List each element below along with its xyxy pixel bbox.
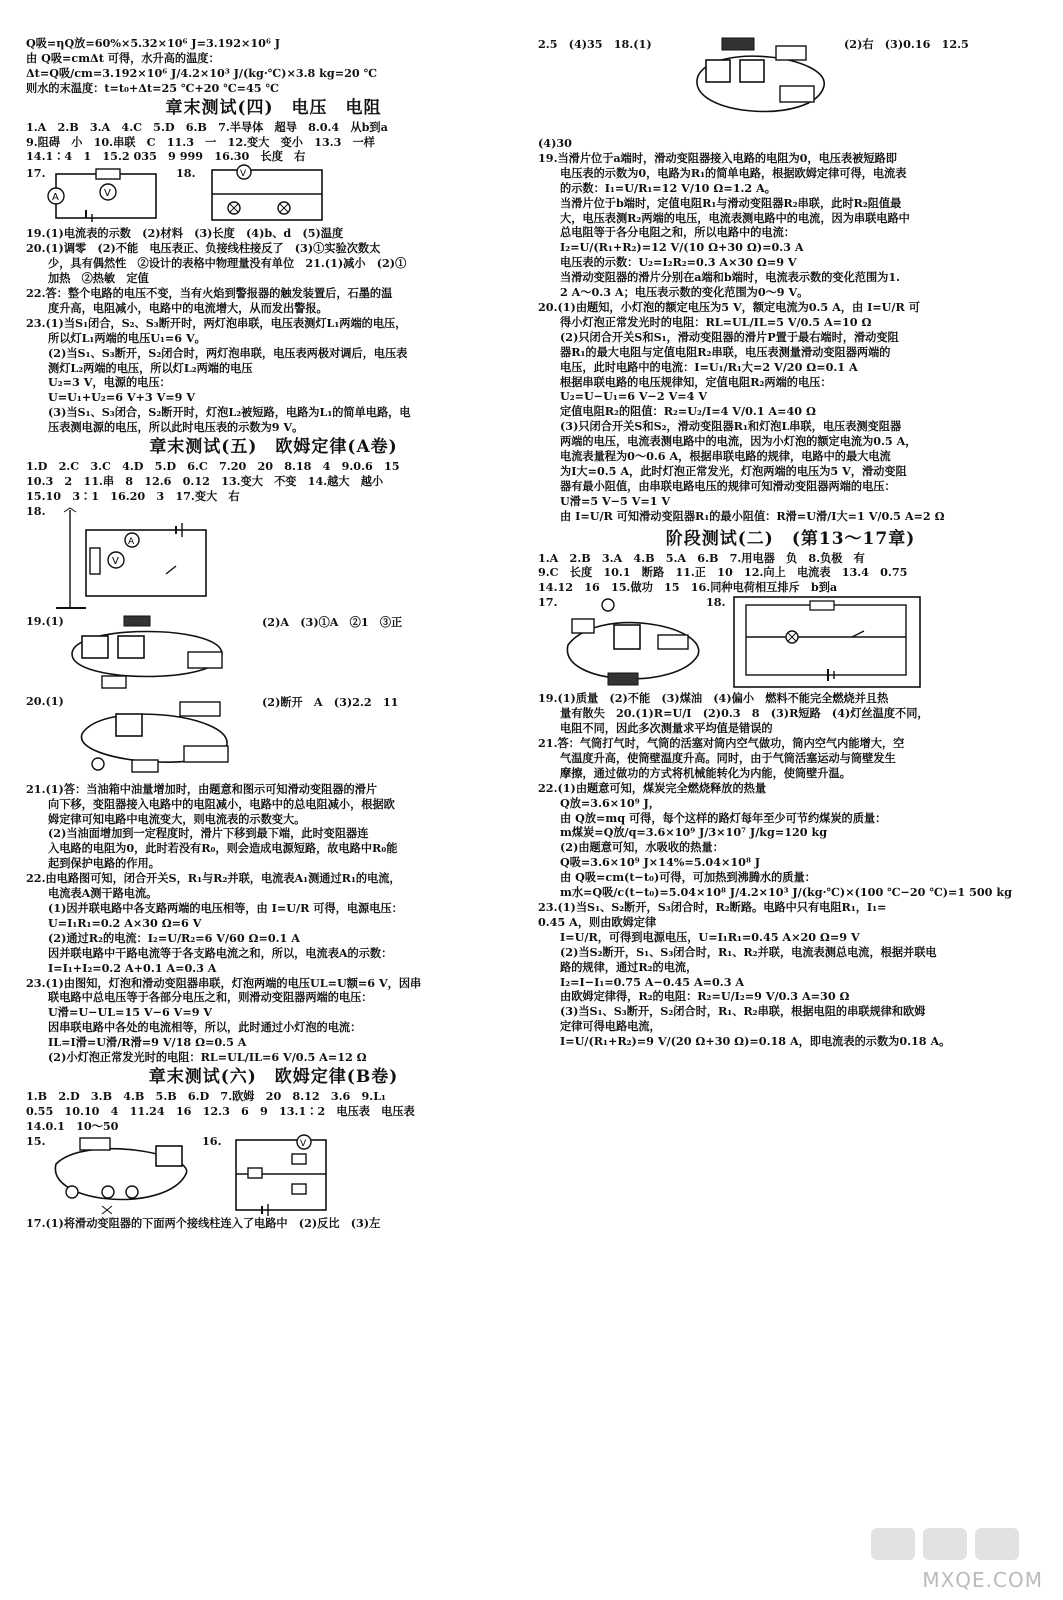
left-column bbox=[26, 36, 521, 1231]
right-answers-part1 bbox=[538, 151, 1043, 524]
right-answer-line: 电压表的示数为0，电路为R₁的简单电路，根据欧姆定律可得，电流表 bbox=[560, 165, 907, 180]
right-answer-line: I₂=I−I₁=0.75 A−0.45 A=0.3 A bbox=[560, 974, 745, 989]
right-answer-line: 路的规律，通过R₂的电流， bbox=[560, 959, 698, 974]
ch4-answer-line: 度升高，电阻减小，电路中的电流增大，从而发出警报。 bbox=[48, 300, 328, 315]
stage-answer-line: 14.12 16 15.做功 15 16.同种电荷相互排斥 b到a bbox=[538, 580, 838, 595]
right-answer-line: U₂=U−U₁=6 V−2 V=4 V bbox=[560, 389, 708, 404]
right-top-text-c: (4)30 bbox=[538, 136, 572, 150]
ch6-answer-line: 1.B 2.D 3.B 4.B 5.B 6.D 7.欧姆 20 8.12 3.6 9.L₁ bbox=[26, 1088, 386, 1103]
ch4-answer-line: 加热 ②热敏 定值 bbox=[48, 271, 149, 286]
fig-label-18: 18. bbox=[176, 166, 196, 181]
circuit-diagram-stage-18 bbox=[732, 595, 932, 691]
right-column bbox=[538, 36, 1043, 1049]
ch5-answer-line: 电流表A测干路电流。 bbox=[48, 886, 158, 901]
ch5-answer-line: (1)因并联电路中各支路两端的电压相等，由 I=U/R 可得，电源电压： bbox=[48, 901, 403, 915]
right-answer-line: 由 I=U/R 可知滑动变阻器R₁的最小阻值：R滑=U滑/I大=1 V/0.5 A=2 Ω bbox=[560, 508, 945, 523]
fig-label-ch6-16: 16. bbox=[202, 1133, 222, 1148]
right-answer-line: (2)只闭合开关S和S₁，滑动变阻器的滑片P置于最右端时，滑动变阻 bbox=[560, 329, 899, 344]
right-answer-line: m煤炭=Q放/q=3.6×10⁹ J/3×10⁷ J/kg=120 kg bbox=[560, 825, 828, 840]
ch4-answer-line: 9.阻碍 小 10.串联 C 11.3 一 12.变大 变小 13.3 一样 bbox=[26, 134, 375, 149]
section-title-chapter5: 章末测试(五) 欧姆定律(A卷) bbox=[149, 437, 398, 458]
ch5-answer-line: 联电路中总电压等于各部分电压之和，则滑动变阻器两端的电压： bbox=[48, 990, 373, 1005]
ch4-answer-line: (3)当S₁、S₃闭合，S₂断开时，灯泡L₂被短路，电路为L₁的简单电路，电 bbox=[48, 405, 411, 420]
heat-calc-line: 则水的末温度：t=t₀+Δt=25 ℃+20 ℃=45 ℃ bbox=[26, 80, 279, 95]
right-answer-line: (2)当S₂断开，S₁、S₃闭合时，R₁、R₂并联，电流表测总电流，根据并联电 bbox=[560, 944, 937, 959]
stage-test-answers bbox=[538, 551, 1043, 596]
svg-text:A: A bbox=[52, 192, 59, 204]
stage-answer-line: 1.A 2.B 3.A 4.B 5.A 6.B 7.用电器 负 8.负极 有 bbox=[538, 550, 865, 565]
right-answer-line: 当滑动变阻器的滑片分别在a端和b端时，电流表示数的变化范围为1. bbox=[560, 270, 901, 285]
fig-label-ch5-19: 19.(1) bbox=[26, 613, 64, 628]
ch4-answer-line: 1.A 2.B 3.A 4.C 5.D 6.B 7.半导体 超导 8.0.4 从b到a bbox=[26, 119, 388, 134]
svg-text:V: V bbox=[240, 169, 247, 180]
right-answer-line: 气温度升高，使筒壁温度升高。同时，由于气筒活塞运动与筒壁发生 bbox=[560, 750, 896, 765]
ch4-answer-line: 19.(1)电流表的示数 (2)材料 (3)长度 (4)b、d (5)温度 bbox=[26, 226, 344, 241]
right-answer-line: 22.(1)由题意可知，煤炭完全燃烧释放的热量 bbox=[538, 780, 767, 795]
ch6-answer-line: 14.0.1 10～50 bbox=[26, 1118, 119, 1133]
right-answer-line: 得小灯泡正常发光时的电阻：RL=UL/IL=5 V/0.5 A=10 Ω bbox=[560, 314, 872, 329]
fig-label-ch5-18: 18. bbox=[26, 503, 46, 518]
ch4-answer-line: 22.答：整个电路的电压不变，当有火焰到警报器的触发装置后，石墨的温 bbox=[26, 285, 393, 300]
chapter5-figure-20 bbox=[26, 694, 521, 782]
right-answer-line: 0.45 A，则由欧姆定律 bbox=[538, 914, 657, 929]
ch5-answer-line: IL=I滑=U滑/R滑=9 V/18 Ω=0.5 A bbox=[48, 1035, 247, 1050]
ch5-answer-line: 1.D 2.C 3.C 4.D 5.D 6.C 7.20 20 8.18 4 9.0.6 15 bbox=[26, 459, 400, 474]
ch4-answer-line: U₂=3 V，电源的电压： bbox=[48, 375, 171, 390]
heat-calc-line: 由 Q吸=cmΔt 可得，水升高的温度： bbox=[26, 50, 220, 65]
section-title-chapter4: 章末测试(四) 电压 电阻 bbox=[165, 97, 382, 118]
right-answer-line: 电阻不同，因此多次测量求平均值是错误的 bbox=[560, 721, 773, 736]
ch5-20-answers: (2)断开 A (3)2.2 11 bbox=[262, 694, 399, 709]
right-answer-line: (3)只闭合开关S和S₂，滑动变阻器R₁和灯泡L串联，电压表测变阻器 bbox=[560, 419, 902, 434]
ch4-answer-line: U=U₁+U₂=6 V+3 V=9 V bbox=[48, 390, 196, 405]
circuit-photo-ch6-15 bbox=[46, 1134, 196, 1216]
left-top-lines bbox=[26, 36, 521, 96]
chapter5-figure-18 bbox=[26, 504, 521, 614]
section-title-chapter6: 章末测试(六) 欧姆定律(B卷) bbox=[148, 1066, 399, 1087]
right-answers-part2 bbox=[538, 691, 1043, 1049]
ch5-answer-line: 起到保护电路的作用。 bbox=[48, 856, 160, 871]
right-answer-line: 电流表量程为0～0.6 A，根据串联电路的规律，电路中的最大电流 bbox=[560, 449, 891, 464]
right-answer-line: 20.(1)由题知，小灯泡的额定电压为5 V，额定电流为0.5 A，由 I=U/R 可 bbox=[538, 299, 920, 314]
circuit-diagram-17 bbox=[26, 164, 166, 226]
right-answer-line: U滑=5 V−5 V=1 V bbox=[560, 493, 671, 508]
svg-text:V: V bbox=[300, 1138, 307, 1149]
right-answer-line: 23.(1)当S₁、S₂断开，S₃闭合时，R₂断路。电路中只有电阻R₁，I₁= bbox=[538, 899, 887, 914]
ch5-19-answers: (2)A (3)①A ②1 ③正 bbox=[262, 614, 403, 629]
right-answer-line: 大，电压表测R₂两端的电压，电流表测电路中的电流，因为串联电路中 bbox=[560, 210, 910, 225]
chapter5-answers-continued bbox=[26, 782, 521, 1065]
ch5-answer-line: 22.由电路图可知，闭合开关S，R₁与R₂并联，电流表A₁测通过R₁的电流， bbox=[26, 871, 401, 886]
fig-label-ch6-15: 15. bbox=[26, 1133, 46, 1148]
chapter5-figure-19 bbox=[26, 614, 521, 694]
right-top-text-b: (2)右 (3)0.16 12.5 bbox=[844, 37, 969, 51]
right-answer-line: 总电阻等于各分电阻之和，所以电路中的电流： bbox=[560, 225, 795, 240]
right-answer-line: Q放=3.6×10⁹ J， bbox=[560, 795, 660, 810]
ch4-answer-line: 测灯L₂两端的电压，所以灯L₂两端的电压 bbox=[48, 360, 253, 375]
circuit-diagram-18 bbox=[204, 164, 334, 226]
circuit-diagram-ch5-18 bbox=[26, 504, 226, 614]
right-top-text-a: 2.5 (4)35 18.(1) bbox=[538, 37, 652, 51]
right-answer-line: 当滑片位于b端时，定值电阻R₁与滑动变阻器R₂串联，此时R₂阻值最 bbox=[560, 195, 902, 210]
circuit-photo-stage-17 bbox=[558, 595, 708, 691]
right-answer-line: 器有最小阻值，由串联电路电压的规律可知滑动变阻器两端的电压： bbox=[560, 478, 896, 493]
right-answer-line: 的示数：I₁=U/R₁=12 V/10 Ω=1.2 A。 bbox=[560, 180, 776, 195]
ch5-answer-line: 15.10 3∶1 16.20 3 17.变大 右 bbox=[26, 488, 240, 503]
chapter4-answers-continued bbox=[26, 226, 521, 435]
ch5-answer-line: 10.3 2 11.串 8 12.6 0.12 13.变大 不变 14.越大 越小 bbox=[26, 473, 384, 488]
circuit-diagram-ch6-16 bbox=[226, 1134, 336, 1216]
ch5-answer-line: U=I₁R₁=0.2 A×30 Ω=6 V bbox=[48, 915, 202, 930]
ch5-answer-line: U滑=U−UL=15 V−6 V=9 V bbox=[48, 1005, 213, 1020]
right-answer-line: 两端的电压，电流表测电路中的电流，因为小灯泡的额定电流为0.5 A， bbox=[560, 434, 917, 449]
right-answer-line: 器R₁的最大电阻与定值电阻R₂串联，电压表测量滑动变阻器两端的 bbox=[560, 344, 891, 359]
right-answer-line: 2 A～0.3 A；电压表示数的变化范围为0～9 V。 bbox=[560, 285, 809, 300]
ch4-answer-line: 所以灯L₁两端的电压U₁=6 V。 bbox=[48, 330, 206, 345]
right-answer-line: 根据串联电路的电压规律知，定值电阻R₂两端的电压： bbox=[560, 374, 832, 389]
ch5-answer-line: (2)通过R₂的电流：I₂=U/R₂=6 V/60 Ω=0.1 A bbox=[48, 930, 300, 945]
watermark-text: MXQE.COM bbox=[922, 1568, 1043, 1592]
stage-answer-line: 9.C 长度 10.1 断路 11.正 10 12.向上 电流表 13.4 0.75 bbox=[538, 565, 908, 580]
ch5-answer-line: 入电路的电阻为0，此时若没有R₀，则会造成电源短路，故电路中R₀能 bbox=[48, 841, 398, 856]
right-answer-line: 由欧姆定律得，R₂的电阻：R₂=U/I₂=9 V/0.3 A=30 Ω bbox=[560, 989, 850, 1004]
right-answer-line: I=U/(R₁+R₂)=9 V/(20 Ω+30 Ω)=0.18 A，即电流表的示数为0.18 A。 bbox=[560, 1034, 951, 1049]
ch4-answer-line: 14.1∶4 1 15.2 035 9 999 16.30 长度 右 bbox=[26, 149, 306, 164]
right-answer-line: I₂=U/(R₁+R₂)=12 V/(10 Ω+30 Ω)=0.3 A bbox=[560, 240, 804, 255]
right-top-figure bbox=[538, 36, 1043, 136]
chapter6-answers bbox=[26, 1089, 521, 1134]
fig-label-stage-17: 17. bbox=[538, 595, 558, 610]
chapter4-answers bbox=[26, 120, 521, 165]
chapter6-figures bbox=[26, 1134, 521, 1216]
fig-label-stage-18: 18. bbox=[706, 595, 726, 610]
ch4-answer-line: 23.(1)当S₁闭合，S₂、S₃断开时，两灯泡串联，电压表测灯L₁两端的电压， bbox=[26, 315, 407, 330]
chapter4-figures bbox=[26, 164, 521, 226]
right-answer-line: 定值电阻R₂的阻值：R₂=U₂/I=4 V/0.1 A=40 Ω bbox=[560, 404, 816, 419]
circuit-photo-ch5-20 bbox=[62, 694, 237, 782]
stage-test-figures bbox=[538, 595, 1043, 691]
ch5-answer-line: 姆定律可知电路中电流变大，则电流表的示数变大。 bbox=[48, 811, 306, 826]
ch4-answer-line: (2)当S₁、S₃断开，S₂闭合时，两灯泡串联，电压表两极对调后，电压表 bbox=[48, 345, 408, 360]
fig-label-ch5-20: 20.(1) bbox=[26, 693, 64, 708]
section-title-stage-test2: 阶段测试(二) (第13～17章) bbox=[665, 528, 916, 549]
right-answer-line: 19.当滑片位于a端时，滑动变阻器接入电路的电阻为0，电压表被短路即 bbox=[538, 150, 897, 165]
fig-label-17: 17. bbox=[26, 166, 46, 181]
svg-text:A: A bbox=[128, 536, 135, 547]
right-answer-line: 电压表的示数：U₂=I₂R₂=0.3 A×30 Ω=9 V bbox=[560, 255, 797, 270]
heat-calc-line: Q吸=ηQ放=60%×5.32×10⁶ J=3.192×10⁶ J bbox=[26, 36, 281, 50]
chapter6-q17-line: 17.(1)将滑动变阻器的下面两个接线柱连入了电路中 (2)反比 (3)左 bbox=[26, 1215, 381, 1230]
ch5-answer-line: I=I₁+I₂=0.2 A+0.1 A=0.3 A bbox=[48, 960, 217, 975]
right-answer-line: 由 Q放=mq 可得，每个这样的路灯每年至少可节约煤炭的质量： bbox=[560, 810, 887, 825]
ch5-answer-line: 23.(1)由图知，灯泡和滑动变阻器串联，灯泡两端的电压UL=U额=6 V，因串 bbox=[26, 975, 422, 990]
right-answer-line: 电压，此时电路中的电流：I=U₁/R₁大=2 V/20 Ω=0.1 A bbox=[560, 359, 858, 374]
ch5-answer-line: 因串联电路中各处的电流相等，所以，此时通过小灯泡的电流： bbox=[48, 1020, 362, 1035]
right-answer-line: 摩擦，通过做功的方式将机械能转化为内能，使筒壁升温。 bbox=[560, 765, 851, 780]
ch5-answer-line: (2)当油面增加到一定程度时，滑片下移到最下端，此时变阻器连 bbox=[48, 826, 369, 841]
right-answer-line: 量有散失 20.(1)R=U/I (2)0.3 8 (3)R短路 (4)灯丝温度不同， bbox=[560, 706, 929, 721]
ch4-answer-line: 压表测电源的电压，所以此时电压表的示数为9 V。 bbox=[48, 420, 304, 435]
right-answer-line: 19.(1)质量 (2)不能 (3)煤油 (4)偏小 燃料不能完全燃烧并且热 bbox=[538, 691, 889, 706]
circuit-photo-ch5-19 bbox=[62, 614, 237, 694]
ch5-answer-line: (2)小灯泡正常发光时的电阻：RL=UL/IL=6 V/0.5 A=12 Ω bbox=[48, 1050, 367, 1065]
right-answer-line: 为I大=0.5 A，此时灯泡正常发光，灯泡两端的电压为5 V，滑动变阻 bbox=[560, 463, 907, 478]
ch5-answer-line: 向下移，变阻器接入电路中的电阻减小，电路中的总电阻减小，根据欧 bbox=[48, 796, 395, 811]
ch6-answer-line: 0.55 10.10 4 11.24 16 12.3 6 9 13.1∶2 电压表 电压表 bbox=[26, 1103, 415, 1118]
circuit-photo-right-18 bbox=[684, 36, 834, 136]
right-answer-line: (3)当S₁、S₃断开，S₂闭合时，R₁、R₂串联，根据电阻的串联规律和欧姆 bbox=[560, 1004, 926, 1019]
right-answer-line: m水=Q吸/c(t−t₀)=5.04×10⁸ J/4.2×10³ J/(kg·℃)×(100 ℃−20 ℃)=1 500 kg bbox=[560, 885, 1012, 900]
right-answer-line: I=U/R，可得到电源电压，U=I₁R₁=0.45 A×20 Ω=9 V bbox=[560, 929, 860, 944]
heat-calc-line: Δt=Q吸/cm=3.192×10⁶ J/4.2×10³ J/(kg·℃)×3.8 kg=20 ℃ bbox=[26, 65, 378, 80]
right-answer-line: Q吸=3.6×10⁹ J×14%=5.04×10⁸ J bbox=[560, 855, 761, 870]
right-answer-line: (2)由题意可知，水吸收的热量： bbox=[560, 840, 724, 855]
right-answer-line: 由 Q吸=cm(t−t₀)可得，可加热到沸腾水的质量： bbox=[560, 870, 816, 885]
ch4-answer-line: 少，具有偶然性 ②设计的表格中物理量没有单位 21.(1)减小 (2)① bbox=[48, 256, 407, 271]
right-answer-line: 21.答：气筒打气时，气筒的活塞对筒内空气做功，筒内空气内能增大，空 bbox=[538, 736, 905, 750]
ch5-answer-line: 21.(1)答：当油箱中油量增加时，由题意和图示可知滑动变阻器的滑片 bbox=[26, 781, 378, 796]
svg-text:V: V bbox=[104, 188, 111, 200]
chapter5-answers bbox=[26, 459, 521, 504]
right-answer-line: 定律可得电路电流， bbox=[560, 1019, 661, 1034]
svg-text:V: V bbox=[112, 555, 119, 567]
ch5-answer-line: 因并联电路中干路电流等于各支路电流之和，所以，电流表A的示数： bbox=[48, 945, 393, 960]
ch4-answer-line: 20.(1)调零 (2)不能 电压表正、负接线柱接反了 (3)①实验次数太 bbox=[26, 241, 381, 256]
